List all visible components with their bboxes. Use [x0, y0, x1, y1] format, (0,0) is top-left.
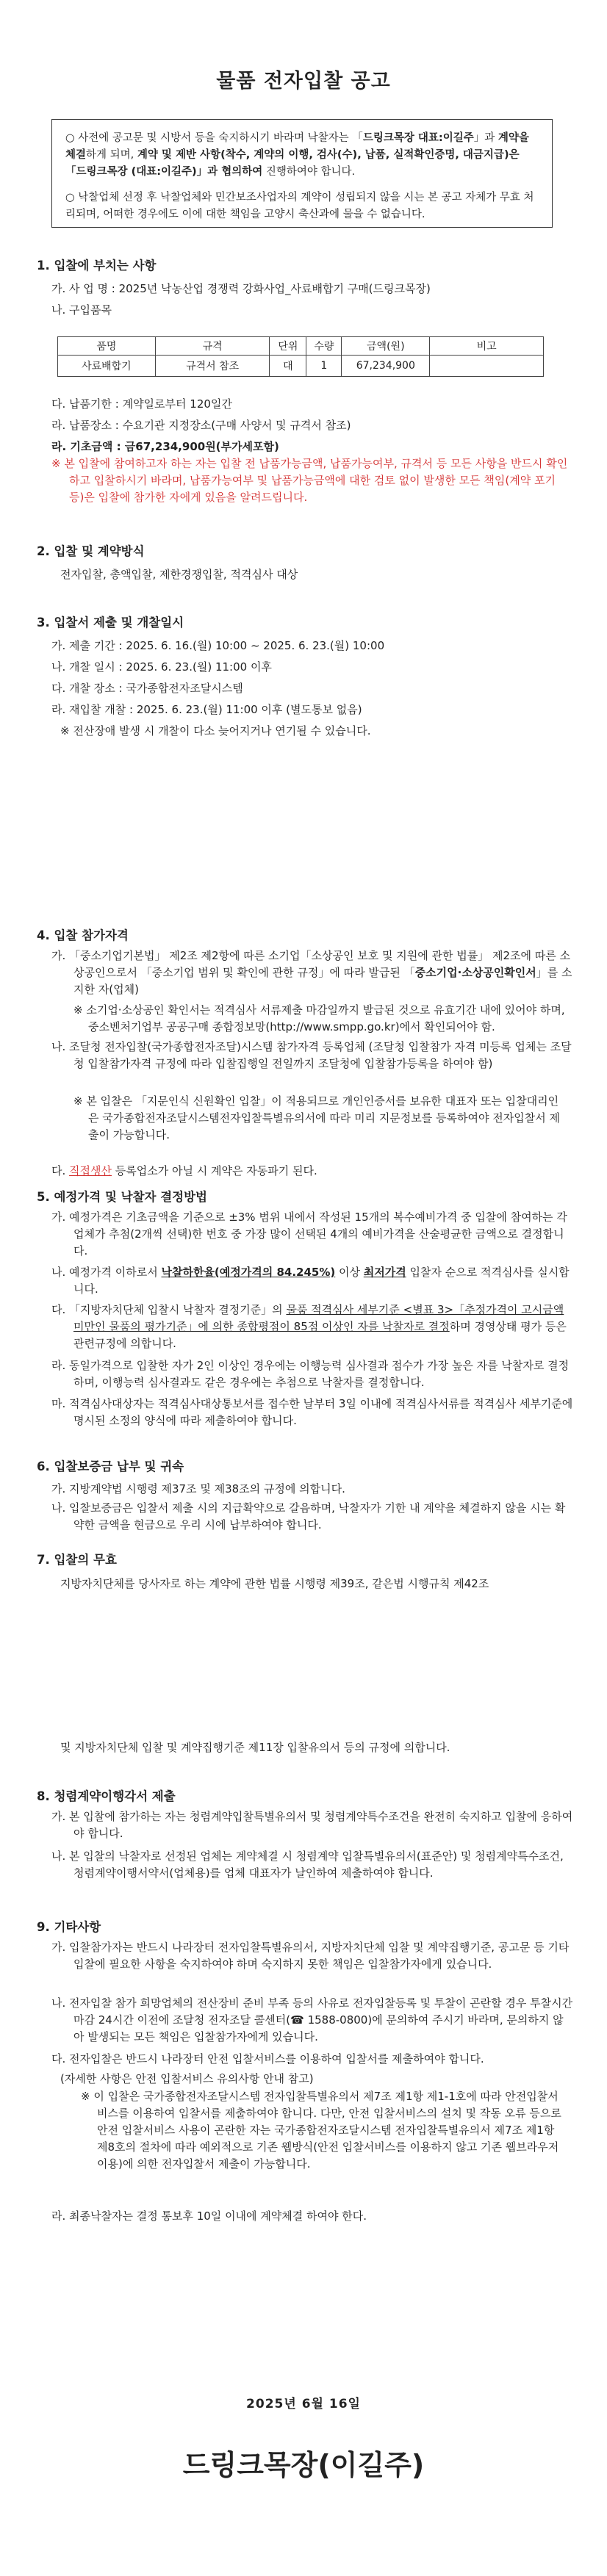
s3-item-a: 가. 제출 기간 : 2025. 6. 16.(월) 10:00 ~ 2025. 6. 23.(월) 10:00: [51, 639, 385, 652]
s7-line-2: 및 지방자치단체 입찰 및 계약집행기준 제11장 입찰유의서 등의 규정에 의합니다.: [60, 1741, 450, 1754]
s1-item-a: 가. 사 업 명 : 2025년 낙농산업 경쟁력 강화사업_사료배합기 구매(드링크목장): [51, 282, 431, 295]
notice-text: (착수, 계약의 이행, 검사(수), 납품, 실적확인증명, 대금지급)은 「드링크목장 (대표:이길주)」과 협의하여: [65, 149, 520, 178]
notice-text: 」과: [473, 132, 498, 144]
notice-text: ○ 사전에 공고문 및 시방서 등을 숙지하시기 바라며 낙찰자는 「: [65, 132, 363, 144]
s9-item-c: 다. 전자입찰은 반드시 나라장터 안전 입찰서비스를 이용하여 입찰서를 제출하여야 합니다.: [51, 2052, 484, 2066]
s5-text: 물품 적격심사 세부기준 <별표 3>「추정가격이 고시금액 미만인 물품의 평가기준」에 의한 종합평점이 85점 이상인 자를 낙찰자로 결정: [73, 1303, 564, 1333]
s4-item-a: [51, 948, 573, 998]
table-header-cell: 비고: [430, 337, 544, 356]
s5-item-a: 가. 예정가격은 기초금액을 기준으로 ±3% 범위 내에서 작성된 15개의 복수예비가격 중 입찰에 참여하는 각 업체가 추첨(2개씩 선택)한 번호 중 가장 많이 선택된 4개의 예비가격을 산술평균한 금액으로 결정합니다.: [51, 1211, 567, 1258]
s8-item-a: 가. 본 입찰에 참가하는 자는 청렴계약입찰특별유의서 및 청렴계약특수조건을 완전히 숙지하고 입찰에 응하여야 합니다.: [51, 1810, 573, 1840]
table-header-cell: 수량: [306, 337, 342, 356]
table-cell: 규격서 참조: [155, 356, 270, 377]
table-cell: 사료배합기: [58, 356, 156, 377]
page-title: 물품 전자입찰 공고: [216, 70, 391, 93]
s5-item-d: 라. 동일가격으로 입찰한 자가 2인 이상인 경우에는 이행능력 심사결과 점수가 가장 높은 자를 낙찰자로 결정하며, 이행능력 심사결과도 같은 경우에는 추첨으로 낙찰자를 결정합니다.: [51, 1359, 570, 1389]
s5-text: 이상: [335, 1266, 364, 1279]
s9-item-d: 라. 최종낙찰자는 결정 통보후 10일 이내에 계약체결 하여야 한다.: [51, 2209, 367, 2223]
section-4-heading: 4. 입찰 참가자격: [37, 928, 129, 942]
s1-warning: ※ 본 입찰에 참여하고자 하는 자는 입찰 전 납품가능금액, 납품가능여부, 규격서 등 모든 사항을 반드시 확인하고 입찰하시기 바라며, 납품가능여부 및 납품가능금액에 대한 검토 없이 발생한 모든 책임(계약 포기 등)은 입찰에 참가한 자에게 있음을 알려드립니다.: [51, 457, 568, 504]
table-header-cell: 단위: [270, 337, 306, 356]
s1-item-b: 나. 구입품목: [51, 303, 112, 317]
s4-item-b: 나. 조달청 전자입찰(국가종합전자조달)시스템 참가자격 등록업체 (조달청 입찰참가 자격 미등록 업체는 조달청 입찰참가자격 규정에 따라 입찰집행일 전일까지 조달청에 입찰참가등록을 하여야 함): [51, 1040, 572, 1070]
s4-text: 직접생산: [69, 1164, 112, 1177]
notice-text: 드링크목장 대표:이길주: [362, 132, 474, 144]
s5-text: 하며 경영상태 평가 등은 관련규정에 의합니다.: [73, 1320, 567, 1350]
s4-note-a: [73, 1002, 566, 1036]
notice-paragraph-2: ○ 낙찰업체 선정 후 낙찰업체와 민간보조사업자의 계약이 성립되지 않을 시는 본 공고 자체가 무효 처리되며, 어떠한 경우에도 이에 대한 책임을 고양시 축산과에 물을 수 없습니다.: [65, 192, 534, 220]
section-2-heading: 2. 입찰 및 계약방식: [37, 544, 145, 558]
s5-text: 나. 예정가격 이하로서: [51, 1266, 162, 1279]
s3-note: ※ 전산장애 발생 시 개찰이 다소 늦어지거나 연기될 수 있습니다.: [60, 724, 371, 737]
notice-text: 계약 및 제반 사항: [137, 149, 221, 161]
s9-item-a: 가. 입찰참가자는 반드시 나라장터 전자입찰특별유의서, 지방자치단체 입찰 및 계약집행기준, 공고문 등 기타 입찰에 필요한 사항을 숙지하여야 하며 숙지하지 못한 책임은 입찰참가자에게 있습니다.: [51, 1941, 570, 1971]
s5-item-c: [51, 1302, 573, 1352]
table-header-cell: 품명: [58, 337, 156, 356]
s5-text: 낙찰하한율(예정가격의 84.245%): [161, 1266, 336, 1279]
s7-line-1: 지방자치단체를 당사자로 하는 계약에 관한 법률 시행령 제39조, 같은법 시행규칙 제42조: [60, 1577, 489, 1590]
notice-date: 2025년 6월 16일: [246, 2397, 361, 2411]
s1-item-d: 라. 납품장소 : 수요기관 지정장소(구매 사양서 및 규격서 참조): [51, 419, 351, 432]
s4-text: ※ 소기업·소상공인 확인서는 적격심사 서류제출 마감일까지 발급된 것으로 유효기간 내에 있어야 하며, 중소벤처기업부 공공구매 종합정보망(: [73, 1003, 565, 1033]
s5-text: 최저가격: [363, 1266, 406, 1279]
s5-item-b: [51, 1264, 573, 1298]
section-9-heading: 9. 기타사항: [37, 1920, 101, 1934]
table-header-cell: 규격: [155, 337, 270, 356]
section-3-heading: 3. 입찰서 제출 및 개찰일시: [37, 616, 184, 629]
s9-note-c: ※ 이 입찰은 국가종합전자조달시스템 전자입찰특별유의서 제7조 제1항 제1-1호에 따라 안전입찰서비스를 이용하여 입찰서를 제출하여야 합니다. 다만, 안전 입찰서비스의 설치 및 작동 오류 등으로 안전 입찰서비스 사용이 곤란한 자는 국가종합전자조달시스템 전자입찰특별유의서 제7조 제1항 제8호의 절차에 따라 예외적으로 기존 웹방식(안전 입찰서비스를 이용하지 않고 기존 웹브라우저 이용)에 의한 전자입찰서 제출이 가능합니다.: [81, 2090, 561, 2171]
s9-item-c-detail: (자세한 사항은 안전 입찰서비스 유의사항 안내 참고): [60, 2072, 314, 2085]
goods-table: [57, 336, 544, 377]
s3-item-d: 라. 재입찰 개찰 : 2025. 6. 23.(월) 11:00 이후 (별도통보 없음): [51, 703, 362, 716]
smpp-link[interactable]: http://www.smpp.go.kr: [270, 1020, 395, 1033]
s1-item-e: 라. 기초금액 : 금67,234,900원(부가세포함): [51, 440, 279, 453]
s6-item-b: 나. 입찰보증금은 입찰서 제출 시의 지급확약으로 갈음하며, 낙찰자가 기한 내 계약을 체결하지 않을 시는 확약한 금액을 현금으로 우리 시에 납부하여야 합니다.: [51, 1501, 566, 1531]
s5-item-e: 마. 적격심사대상자는 적격심사대상통보서를 접수한 날부터 3일 이내에 적격심사서류를 적격심사 세부기준에 명시된 소정의 양식에 따라 제출하여야 합니다.: [51, 1397, 573, 1427]
notice-text: 하게 되며,: [86, 149, 137, 161]
section-5-heading: 5. 예정가격 및 낙찰자 결정방법: [37, 1190, 207, 1204]
section-7-heading: 7. 입찰의 무효: [37, 1553, 117, 1567]
s3-item-b: 나. 개찰 일시 : 2025. 6. 23.(월) 11:00 이후: [51, 660, 272, 674]
s4-item-c: [51, 1163, 317, 1178]
table-header-cell: 금액(원): [342, 337, 430, 356]
table-row: [58, 356, 544, 377]
section-8-heading: 8. 청렴계약이행각서 제출: [37, 1789, 176, 1803]
notice-paragraph-1: [65, 130, 539, 181]
s4-text: 등록업소가 아닐 시 계약은 자동파기 된다.: [112, 1164, 317, 1177]
table-cell: 67,234,900: [342, 356, 430, 377]
s6-item-a: 가. 지방계약법 시행령 제37조 및 제38조의 규정에 의합니다.: [51, 1482, 345, 1496]
s5-text: 다. 「지방자치단체 입찰시 낙찰자 결정기준」의: [51, 1303, 287, 1316]
s4-text: 가. 「중소기업기본법」 제2조 제2항에 따른 소기업「소상공인 보호 및 지원에 관한 법률」 제2조에 따른 소상공인으로서 「중소기업 범위 및 확인에 관한 규정」에 따라 발급된 「: [51, 949, 571, 979]
notice-text: 진행하여야 합니다.: [262, 166, 356, 178]
notice-box: [51, 119, 553, 228]
s4-text: 」를 소지한 자(업체): [73, 966, 572, 996]
table-cell: 1: [306, 356, 342, 377]
section-1-heading: 1. 입찰에 부치는 사항: [37, 259, 157, 273]
table-cell: 대: [270, 356, 306, 377]
s4-text: 다.: [51, 1164, 70, 1177]
table-cell: [430, 356, 544, 377]
issuer-signature: 드링크목장(이길주): [182, 2449, 425, 2481]
s1-item-c: 다. 납품기한 : 계약일로부터 120일간: [51, 397, 232, 411]
s4-note-b: ※ 본 입찰은 「지문인식 신원확인 입찰」이 적용되므로 개인인증서를 보유한 대표자 또는 입찰대리인은 국가종합전자조달시스템전자입찰특별유의서에 따라 미리 지문정보를 등록하여야 전자입찰서 제출이 가능합니다.: [73, 1094, 560, 1141]
s5-text: 입찰자 순으로 적격심사를 실시합니다.: [73, 1266, 570, 1296]
notice-text: 계약을 체결: [65, 132, 529, 161]
s4-text: 중소기업·소상공인확인서: [414, 966, 536, 979]
s3-item-c: 다. 개찰 장소 : 국가종합전자조달시스템: [51, 682, 243, 695]
s8-item-b: 나. 본 입찰의 낙찰자로 선정된 업체는 계약체결 시 청렴계약 입찰특별유의서(표준안) 및 청렴계약특수조건, 청렴계약이행서약서(업체용)를 업체 대표자가 날인하여 제출하여야 합니다.: [51, 1850, 564, 1880]
s2-body: 전자입찰, 총액입찰, 제한경쟁입찰, 적격심사 대상: [60, 568, 298, 581]
table-header-row: [58, 337, 544, 356]
s4-text: )에서 확인되어야 함.: [395, 1020, 495, 1033]
s9-item-b: 나. 전자입찰 참가 희망업체의 전산장비 준비 부족 등의 사유로 전자입찰등록 및 투찰이 곤란할 경우 투찰시간 마감 24시간 이전에 조달청 전자조달 콜센터(☎ 1588-0800)에 문의하여 주시기 바라며, 문의하지 않아 발생되는 모든 책임은 입찰참가자에게 있습니다.: [51, 1996, 573, 2043]
section-6-heading: 6. 입찰보증금 납부 및 귀속: [37, 1460, 184, 1473]
